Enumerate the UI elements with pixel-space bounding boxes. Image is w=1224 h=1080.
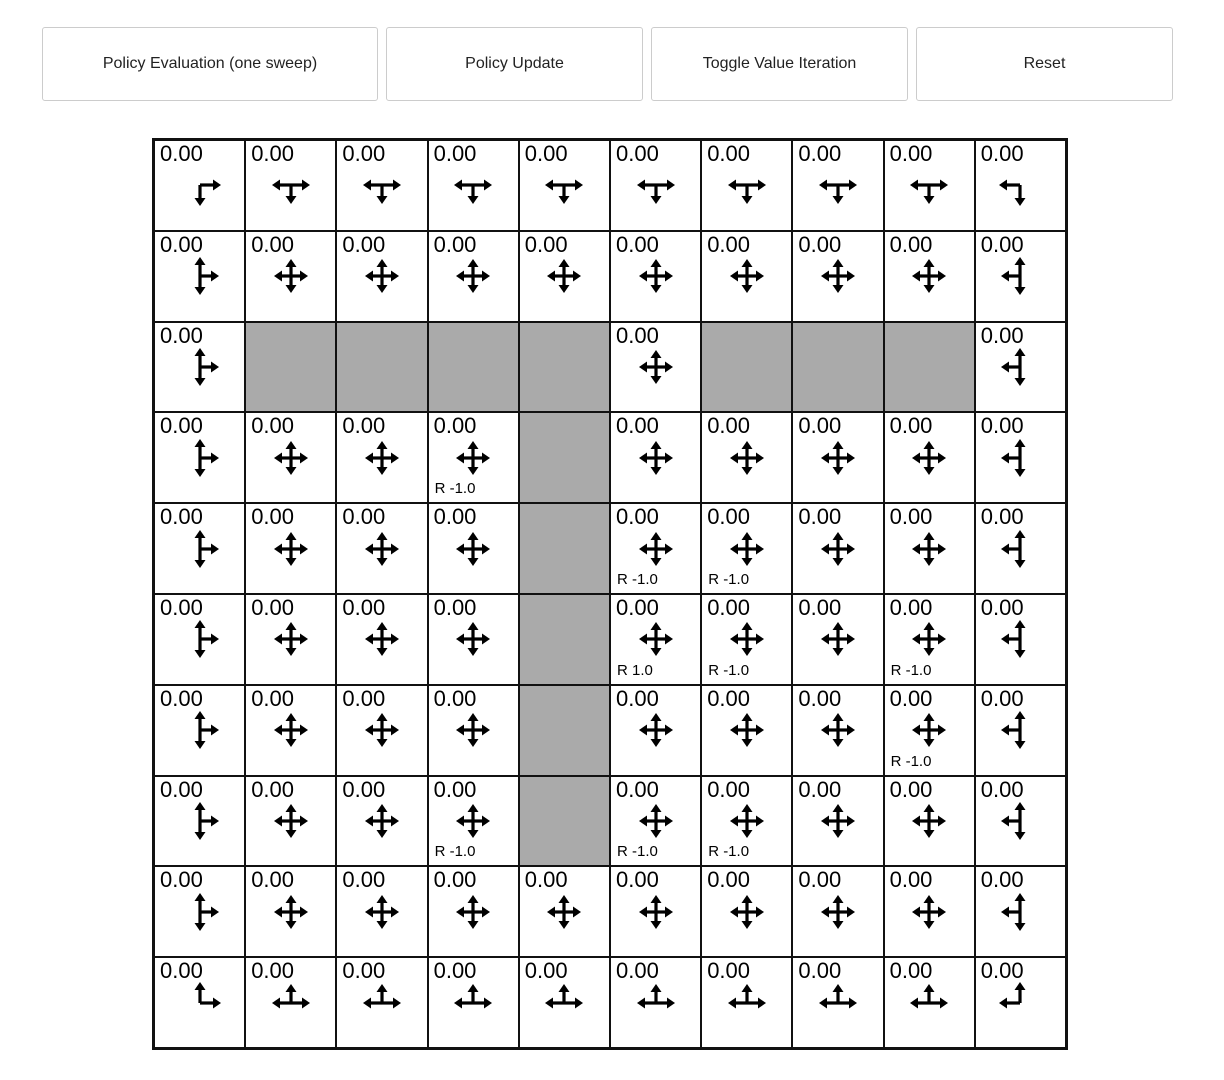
grid-cell — [428, 231, 519, 322]
cell-value: 0.00 — [251, 141, 295, 166]
gridworld-grid — [152, 138, 1068, 1050]
grid-cell — [701, 776, 792, 867]
grid-cell — [154, 685, 245, 776]
grid-cell — [336, 503, 427, 594]
cell-value: 0.00 — [160, 776, 203, 802]
cell-reward: R -1.0 — [434, 843, 476, 861]
cell-value: 0.00 — [889, 413, 933, 439]
grid-cell — [610, 594, 701, 685]
cell-value: 0.00 — [615, 504, 659, 530]
policy-arrows-icon — [634, 708, 678, 752]
cell-value: 0.00 — [980, 231, 1024, 257]
cell-value: 0.00 — [615, 141, 659, 166]
cell-value: 0.00 — [160, 958, 203, 984]
cell-reward: R -1.0 — [890, 661, 932, 679]
cell-value: 0.00 — [433, 413, 477, 439]
policy-arrows-icon — [725, 890, 769, 934]
wall-cell — [245, 322, 336, 413]
policy-arrows-icon — [816, 708, 860, 752]
wall-cell — [336, 322, 427, 413]
policy-arrows-icon — [360, 799, 404, 843]
grid-cell — [245, 866, 336, 957]
policy-arrows-icon — [725, 436, 769, 480]
cell-value: 0.00 — [251, 231, 295, 257]
wall-cell — [519, 503, 610, 594]
grid-cell — [245, 685, 336, 776]
grid-cell — [975, 322, 1066, 413]
grid-cell — [975, 140, 1066, 231]
grid-cell — [975, 594, 1066, 685]
grid-cell — [519, 140, 610, 231]
cell-value: 0.00 — [980, 685, 1024, 711]
cell-value: 0.00 — [160, 867, 203, 893]
policy-arrows-icon — [451, 163, 495, 207]
grid-cell — [245, 412, 336, 503]
cell-value: 0.00 — [615, 776, 659, 802]
policy-arrows-icon — [360, 254, 404, 298]
cell-value: 0.00 — [889, 776, 933, 802]
cell-value: 0.00 — [707, 867, 751, 893]
grid-cell — [519, 866, 610, 957]
policy-arrows-icon — [269, 981, 313, 1025]
grid-cell — [701, 140, 792, 231]
cell-value: 0.00 — [889, 595, 933, 620]
grid-cell — [336, 231, 427, 322]
cell-value: 0.00 — [251, 595, 295, 620]
policy-arrows-icon — [634, 436, 678, 480]
reset-button[interactable]: Reset — [916, 27, 1173, 101]
cell-value: 0.00 — [980, 958, 1024, 984]
grid-cell — [428, 503, 519, 594]
cell-value: 0.00 — [524, 958, 568, 984]
policy-arrows-icon — [907, 527, 951, 571]
cell-value: 0.00 — [889, 141, 933, 166]
grid-cell — [336, 594, 427, 685]
grid-cell — [884, 503, 975, 594]
wall-cell — [519, 776, 610, 867]
grid-cell — [519, 231, 610, 322]
cell-value: 0.00 — [433, 867, 477, 893]
cell-value: 0.00 — [707, 231, 751, 257]
policy-arrows-icon — [269, 163, 313, 207]
policy-arrows-icon — [634, 617, 678, 661]
policy-arrows-icon — [178, 708, 222, 752]
grid-cell — [884, 685, 975, 776]
policy-arrows-icon — [269, 254, 313, 298]
grid-cell — [428, 957, 519, 1048]
cell-value: 0.00 — [251, 776, 295, 802]
policy-arrows-icon — [634, 799, 678, 843]
grid-cell — [792, 140, 883, 231]
grid-cell — [428, 412, 519, 503]
policy-arrows-icon — [816, 436, 860, 480]
cell-value: 0.00 — [980, 322, 1024, 348]
cell-value: 0.00 — [707, 595, 751, 620]
grid-cell — [154, 503, 245, 594]
cell-reward: R 1.0 — [616, 661, 653, 679]
policy-arrows-icon — [907, 981, 951, 1025]
cell-reward: R -1.0 — [708, 571, 750, 588]
cell-value: 0.00 — [160, 595, 203, 620]
cell-value: 0.00 — [342, 867, 386, 893]
policy-arrows-icon — [725, 708, 769, 752]
policy-arrows-icon — [360, 981, 404, 1025]
cell-value: 0.00 — [251, 413, 295, 439]
grid-cell — [610, 231, 701, 322]
policy-arrows-icon — [269, 799, 313, 843]
grid-cell — [610, 866, 701, 957]
policy-arrows-icon — [998, 527, 1042, 571]
cell-value: 0.00 — [160, 413, 203, 439]
grid-cell — [792, 776, 883, 867]
policy-arrows-icon — [998, 163, 1042, 207]
policy-arrows-icon — [725, 799, 769, 843]
policy-arrows-icon — [907, 890, 951, 934]
grid-cell — [792, 957, 883, 1048]
grid-cell — [884, 957, 975, 1048]
toolbar — [0, 0, 1224, 101]
grid-cell — [884, 140, 975, 231]
policy-arrows-icon — [269, 890, 313, 934]
cell-value: 0.00 — [342, 504, 386, 530]
policy-arrows-icon — [542, 890, 586, 934]
grid-cell — [975, 412, 1066, 503]
cell-value: 0.00 — [342, 413, 386, 439]
grid-cell — [336, 957, 427, 1048]
grid-cell — [154, 866, 245, 957]
policy-arrows-icon — [451, 708, 495, 752]
grid-cell — [154, 957, 245, 1048]
cell-value: 0.00 — [160, 141, 203, 166]
grid-cell — [428, 685, 519, 776]
grid-cell — [884, 776, 975, 867]
cell-value: 0.00 — [160, 504, 203, 530]
grid-cell — [884, 594, 975, 685]
grid-cell — [701, 685, 792, 776]
grid-cell — [975, 231, 1066, 322]
grid-cell — [975, 957, 1066, 1048]
policy-arrows-icon — [816, 254, 860, 298]
wall-cell — [792, 322, 883, 413]
policy-arrows-icon — [816, 617, 860, 661]
cell-value: 0.00 — [798, 504, 842, 530]
grid-cell — [701, 412, 792, 503]
policy-arrows-icon — [907, 436, 951, 480]
policy-arrows-icon — [178, 799, 222, 843]
cell-value: 0.00 — [889, 231, 933, 257]
policy-arrows-icon — [816, 890, 860, 934]
cell-value: 0.00 — [342, 685, 386, 711]
grid-cell — [336, 866, 427, 957]
cell-value: 0.00 — [798, 141, 842, 166]
cell-value: 0.00 — [798, 867, 842, 893]
cell-value: 0.00 — [980, 595, 1024, 620]
cell-value: 0.00 — [160, 322, 203, 348]
policy-arrows-icon — [269, 617, 313, 661]
cell-value: 0.00 — [433, 776, 477, 802]
grid-cell — [792, 503, 883, 594]
policy-arrows-icon — [178, 345, 222, 389]
grid-cell — [975, 685, 1066, 776]
policy-arrows-icon — [451, 799, 495, 843]
cell-value: 0.00 — [889, 958, 933, 984]
cell-value: 0.00 — [342, 595, 386, 620]
grid-cell — [519, 957, 610, 1048]
grid-cell — [336, 685, 427, 776]
cell-value: 0.00 — [615, 322, 659, 348]
grid-cell — [884, 231, 975, 322]
grid-cell — [245, 957, 336, 1048]
wall-cell — [519, 594, 610, 685]
policy-arrows-icon — [907, 254, 951, 298]
grid-cell — [610, 685, 701, 776]
cell-value: 0.00 — [433, 141, 477, 166]
wall-cell — [428, 322, 519, 413]
cell-value: 0.00 — [615, 413, 659, 439]
cell-value: 0.00 — [980, 141, 1024, 166]
policy-arrows-icon — [998, 254, 1042, 298]
policy-arrows-icon — [542, 254, 586, 298]
policy-arrows-icon — [451, 254, 495, 298]
grid-cell — [701, 594, 792, 685]
cell-value: 0.00 — [707, 141, 751, 166]
grid-cell — [336, 776, 427, 867]
cell-reward: R -1.0 — [434, 480, 476, 498]
grid-cell — [792, 412, 883, 503]
grid-cell — [792, 231, 883, 322]
policy-arrows-icon — [451, 527, 495, 571]
grid-cell — [610, 412, 701, 503]
grid-cell — [154, 231, 245, 322]
policy-arrows-icon — [178, 254, 222, 298]
cell-value: 0.00 — [980, 776, 1024, 802]
policy-arrows-icon — [360, 163, 404, 207]
policy-arrows-icon — [542, 981, 586, 1025]
cell-value: 0.00 — [798, 231, 842, 257]
cell-value: 0.00 — [433, 958, 477, 984]
cell-value: 0.00 — [433, 504, 477, 530]
wall-cell — [884, 322, 975, 413]
policy-update-button[interactable]: Policy Update — [386, 27, 643, 101]
grid-cell — [428, 776, 519, 867]
policy-arrows-icon — [178, 163, 222, 207]
cell-value: 0.00 — [342, 776, 386, 802]
wall-cell — [519, 322, 610, 413]
cell-value: 0.00 — [251, 685, 295, 711]
policy-arrows-icon — [998, 890, 1042, 934]
policy-arrows-icon — [178, 436, 222, 480]
grid-cell — [792, 866, 883, 957]
policy-arrows-icon — [360, 436, 404, 480]
cell-reward: R -1.0 — [708, 843, 750, 861]
grid-cell — [975, 503, 1066, 594]
grid-cell — [154, 412, 245, 503]
cell-reward: R -1.0 — [616, 571, 658, 588]
policy-arrows-icon — [725, 163, 769, 207]
policy-arrows-icon — [451, 617, 495, 661]
policy-arrows-icon — [998, 345, 1042, 389]
grid-cell — [610, 957, 701, 1048]
cell-reward: R -1.0 — [616, 843, 658, 861]
policy-arrows-icon — [907, 708, 951, 752]
cell-value: 0.00 — [251, 504, 295, 530]
cell-value: 0.00 — [160, 231, 203, 257]
policy-arrows-icon — [634, 981, 678, 1025]
grid-cell — [792, 594, 883, 685]
grid-cell — [792, 685, 883, 776]
policy-arrows-icon — [178, 527, 222, 571]
cell-value: 0.00 — [251, 867, 295, 893]
policy-arrows-icon — [269, 708, 313, 752]
cell-value: 0.00 — [524, 867, 568, 893]
grid-cell — [336, 140, 427, 231]
cell-value: 0.00 — [615, 867, 659, 893]
policy-arrows-icon — [998, 617, 1042, 661]
cell-value: 0.00 — [433, 685, 477, 711]
cell-value: 0.00 — [980, 504, 1024, 530]
policy-arrows-icon — [360, 527, 404, 571]
cell-value: 0.00 — [889, 685, 933, 711]
policy-arrows-icon — [634, 345, 678, 389]
grid-cell — [428, 594, 519, 685]
grid-cell — [245, 140, 336, 231]
cell-value: 0.00 — [615, 595, 659, 620]
cell-value: 0.00 — [433, 595, 477, 620]
grid-cell — [701, 957, 792, 1048]
grid-cell — [245, 594, 336, 685]
policy-arrows-icon — [907, 799, 951, 843]
policy-arrows-icon — [178, 981, 222, 1025]
cell-value: 0.00 — [615, 685, 659, 711]
grid-cell — [428, 866, 519, 957]
wall-cell — [701, 322, 792, 413]
policy-arrows-icon — [451, 981, 495, 1025]
grid-cell — [428, 140, 519, 231]
policy-arrows-icon — [816, 163, 860, 207]
policy-arrows-icon — [269, 436, 313, 480]
policy-arrows-icon — [816, 981, 860, 1025]
cell-value: 0.00 — [707, 685, 751, 711]
cell-value: 0.00 — [889, 504, 933, 530]
grid-cell — [154, 594, 245, 685]
cell-value: 0.00 — [251, 958, 295, 984]
policy-arrows-icon — [725, 617, 769, 661]
cell-value: 0.00 — [433, 231, 477, 257]
cell-value: 0.00 — [798, 776, 842, 802]
cell-value: 0.00 — [707, 776, 751, 802]
policy-arrows-icon — [816, 527, 860, 571]
cell-reward: R -1.0 — [708, 661, 750, 679]
grid-cell — [701, 503, 792, 594]
policy-arrows-icon — [998, 981, 1042, 1025]
policy-arrows-icon — [634, 163, 678, 207]
policy-arrows-icon — [178, 617, 222, 661]
grid-cell — [245, 776, 336, 867]
grid-cell — [610, 503, 701, 594]
policy-arrows-icon — [269, 527, 313, 571]
grid-cell — [245, 231, 336, 322]
policy-arrows-icon — [907, 163, 951, 207]
cell-value: 0.00 — [889, 867, 933, 893]
policy-arrows-icon — [360, 708, 404, 752]
cell-value: 0.00 — [524, 141, 568, 166]
wall-cell — [519, 685, 610, 776]
policy-arrows-icon — [725, 527, 769, 571]
grid-cell — [245, 503, 336, 594]
policy-arrows-icon — [451, 436, 495, 480]
policy-arrows-icon — [634, 890, 678, 934]
cell-value: 0.00 — [980, 867, 1024, 893]
grid-cell — [975, 776, 1066, 867]
policy-arrows-icon — [816, 799, 860, 843]
grid-cell — [610, 140, 701, 231]
cell-value: 0.00 — [342, 141, 386, 166]
grid-cell — [154, 776, 245, 867]
cell-value: 0.00 — [798, 413, 842, 439]
cell-value: 0.00 — [707, 504, 751, 530]
grid-cell — [884, 866, 975, 957]
policy-arrows-icon — [998, 436, 1042, 480]
policy-evaluation-button[interactable]: Policy Evaluation (one sweep) — [42, 27, 378, 101]
grid-cell — [884, 412, 975, 503]
cell-value: 0.00 — [342, 231, 386, 257]
policy-arrows-icon — [542, 163, 586, 207]
cell-value: 0.00 — [798, 685, 842, 711]
policy-arrows-icon — [998, 799, 1042, 843]
grid-cell — [154, 322, 245, 413]
policy-arrows-icon — [725, 254, 769, 298]
policy-arrows-icon — [451, 890, 495, 934]
grid-cell — [610, 776, 701, 867]
policy-arrows-icon — [634, 527, 678, 571]
policy-arrows-icon — [725, 981, 769, 1025]
grid-cell — [701, 866, 792, 957]
grid-cell — [701, 231, 792, 322]
grid-cell — [975, 866, 1066, 957]
grid-cell — [336, 412, 427, 503]
grid-cell — [154, 140, 245, 231]
cell-value: 0.00 — [160, 685, 203, 711]
grid-cell — [610, 322, 701, 413]
cell-reward: R -1.0 — [890, 752, 932, 770]
policy-arrows-icon — [634, 254, 678, 298]
cell-value: 0.00 — [707, 958, 751, 984]
policy-arrows-icon — [998, 708, 1042, 752]
toggle-value-iteration-button[interactable]: Toggle Value Iteration — [651, 27, 908, 101]
policy-arrows-icon — [178, 890, 222, 934]
wall-cell — [519, 412, 610, 503]
cell-value: 0.00 — [615, 231, 659, 257]
cell-value: 0.00 — [798, 595, 842, 620]
cell-value: 0.00 — [980, 413, 1024, 439]
cell-value: 0.00 — [707, 413, 751, 439]
cell-value: 0.00 — [615, 958, 659, 984]
policy-arrows-icon — [360, 617, 404, 661]
policy-arrows-icon — [360, 890, 404, 934]
cell-value: 0.00 — [342, 958, 386, 984]
cell-value: 0.00 — [524, 231, 568, 257]
cell-value: 0.00 — [798, 958, 842, 984]
policy-arrows-icon — [907, 617, 951, 661]
